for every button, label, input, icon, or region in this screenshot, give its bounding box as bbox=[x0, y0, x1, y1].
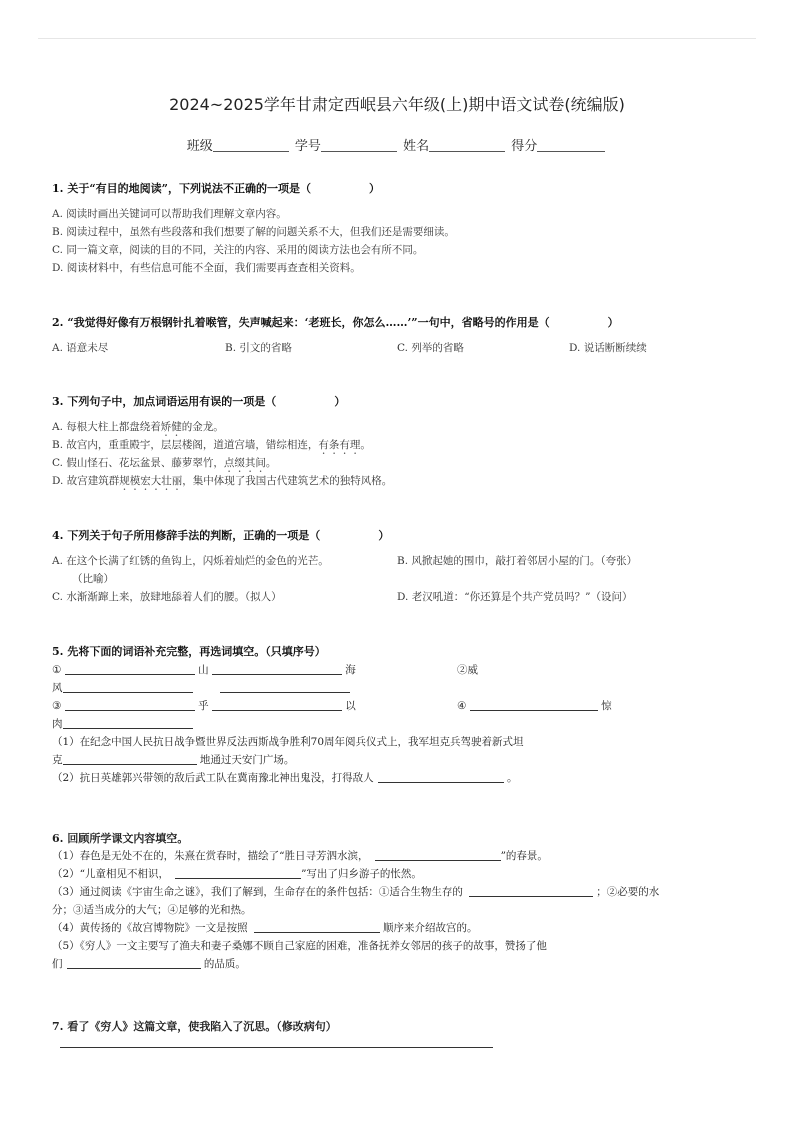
idiom-1-row: ① 山 海 bbox=[52, 664, 356, 676]
score-field[interactable] bbox=[537, 137, 605, 152]
q2-option-c: C. 列举的省略 bbox=[397, 342, 464, 354]
q2-option-b: B. 引文的省略 bbox=[225, 342, 292, 354]
idiom-3-blank-a[interactable] bbox=[65, 698, 195, 711]
q1-option-d: D. 阅读材料中，有些信息可能不全面，我们需要再查查相关资料。 bbox=[52, 262, 361, 274]
q6-line-4: （4）黄传扬的《故宫博物院》一文是按照 顺序来介绍故宫的。 bbox=[52, 922, 478, 934]
q5-sentence-2-blank[interactable] bbox=[378, 770, 504, 783]
q6-blank-4[interactable] bbox=[254, 920, 380, 933]
header-rule bbox=[38, 38, 756, 39]
q2-option-a: A. 语意未尽 bbox=[52, 342, 109, 354]
q3-option-a: A. 每根大柱上都盘绕着矫健的金龙。 bbox=[52, 421, 224, 433]
idiom-2-row: 风 bbox=[52, 680, 350, 695]
q5-sentence-1-blank[interactable] bbox=[63, 752, 197, 765]
question-6: 6. 回顾所学课文内容填空。 bbox=[52, 832, 189, 845]
name-field[interactable] bbox=[429, 137, 505, 152]
q6-blank-1[interactable] bbox=[375, 848, 501, 861]
q4-option-a: A. 在这个长满了红锈的鱼钩上，闪烁着灿烂的金色的光芒。 bbox=[52, 555, 329, 567]
idiom-1-blank-a[interactable] bbox=[65, 662, 195, 675]
q3-option-b: B. 故宫内，重重殿宇，层层楼阁，道道宫墙，错综相连，有条有理。 bbox=[52, 439, 371, 451]
question-2-stem: 2. “我觉得好像有万根钢针扎着喉管，失声喊起来：‘老班长，你怎么……’”一句中，省略号的作用是（ bbox=[52, 316, 550, 329]
idiom-4-row: ④ 惊 bbox=[457, 700, 612, 712]
question-5 bbox=[52, 643, 326, 659]
idiom-1-blank-b[interactable] bbox=[212, 662, 342, 675]
question-1: 1. 关于“有目的地阅读”，下列说法不正确的一项是（ ） bbox=[52, 182, 380, 195]
page-title: 2024~2025学年甘肃定西岷县六年级(上)期中语文试卷(统编版) bbox=[169, 95, 625, 114]
q5-sentence-1b: 克 地通过天安门广场。 bbox=[52, 754, 295, 766]
q6-line-2: （2）“儿童相见不相识， ”写出了归乡游子的怅然。 bbox=[52, 868, 422, 880]
question-4: 4. 下列关于句子所用修辞手法的判断，正确的一项是（ ） bbox=[52, 529, 390, 542]
question-7: 7. 看了《穷人》这篇文章，使我陷入了沉思。（修改病句） bbox=[52, 1020, 337, 1033]
class-field[interactable] bbox=[213, 137, 289, 152]
q1-option-a: A. 阅读时画出关键词可以帮助我们理解文章内容。 bbox=[52, 208, 287, 220]
q1-option-b: B. 阅读过程中，虽然有些段落和我们想要了解的问题关系不大，但我们还是需要细读。 bbox=[52, 226, 455, 238]
q6-line-5a: （5）《穷人》一文主要写了渔夫和妻子桑娜不顾自己家庭的困难，准备抚养女邻居的孩子的故事，赞扬了他 bbox=[52, 940, 547, 952]
idiom-4-blank-b[interactable] bbox=[63, 716, 193, 729]
q6-line-3: （3）通过阅读《宇宙生命之谜》，我们了解到，生命存在的条件包括：①适合生物生存的 ；②必要的水 bbox=[52, 886, 660, 898]
student-info-row bbox=[0, 135, 794, 154]
q4-option-a-tag: （比喻） bbox=[72, 573, 114, 585]
q1-option-c: C. 同一篇文章，阅读的目的不同，关注的内容、采用的阅读方法也会有所不同。 bbox=[52, 244, 424, 256]
idiom-2-label: ②威 bbox=[457, 664, 478, 676]
q3-option-d: D. 故宫建筑群规模宏大壮丽，集中体现了我国古代建筑艺术的独特风格。 bbox=[52, 475, 393, 487]
q6-blank-2[interactable] bbox=[175, 866, 301, 879]
idiom-2-blank-b[interactable] bbox=[220, 680, 350, 693]
idiom-2-blank-a[interactable] bbox=[63, 680, 193, 693]
name-label: 姓名 bbox=[403, 139, 430, 154]
q4-option-d: D. 老汉吼道：“你还算是个共产党员吗？”（设问） bbox=[397, 591, 633, 603]
q3-option-c: C. 假山怪石、花坛盆景、藤萝翠竹，点缀其间。 bbox=[52, 457, 277, 469]
q7-answer-line[interactable] bbox=[60, 1047, 493, 1048]
class-label: 班级 bbox=[186, 139, 213, 154]
q5-sentence-1a: （1）在纪念中国人民抗日战争暨世界反法西斯战争胜利70周年阅兵仪式上，我军坦克兵驾驶着新式坦 bbox=[52, 736, 524, 748]
q5-sentence-2: （2）抗日英雄郭兴带领的敌后武工队在冀南豫北神出鬼没，打得敌人 。 bbox=[52, 772, 518, 784]
idiom-4-blank-a[interactable] bbox=[470, 698, 598, 711]
question-3: 3. 下列句子中，加点词语运用有误的一项是（ ） bbox=[52, 395, 346, 408]
q4-option-c: C. 水渐渐蹿上来，放肆地舔着人们的腰。（拟人） bbox=[52, 591, 282, 603]
q4-option-b: B. 风掀起她的围巾，敲打着邻居小屋的门。（夸张） bbox=[397, 555, 638, 567]
q6-line-3b: 分；③适当成分的大气；④足够的光和热。 bbox=[52, 904, 252, 916]
question-2: 2. “我觉得好像有万根钢针扎着喉管，失声喊起来：‘老班长，你怎么……’”一句中，省略号的作用是（ ） bbox=[52, 316, 619, 329]
number-label: 学号 bbox=[294, 139, 321, 154]
question-3-stem: 3. 下列句子中，加点词语运用有误的一项是（ bbox=[52, 395, 277, 408]
q6-line-1: （1）春色是无处不在的，朱熹在赏春时，描绘了“胜日寻芳泗水滨， ”的春景。 bbox=[52, 850, 548, 862]
score-label: 得分 bbox=[511, 139, 538, 154]
q6-line-5b: 们 的品质。 bbox=[52, 958, 246, 970]
question-4-stem: 4. 下列关于句子所用修辞手法的判断，正确的一项是（ bbox=[52, 529, 321, 542]
q6-blank-3[interactable] bbox=[469, 884, 593, 897]
idiom-3-blank-b[interactable] bbox=[212, 698, 342, 711]
q6-blank-5[interactable] bbox=[67, 956, 201, 969]
idiom-3-row: ③ 乎 以 bbox=[52, 700, 356, 712]
question-5-stem: 5. 先将下面的词语补充完整，再选词填空。（只填序号） bbox=[52, 645, 326, 658]
q2-option-d: D. 说话断断续续 bbox=[569, 342, 647, 354]
idiom-4-row-b: 肉 bbox=[52, 716, 193, 731]
question-1-stem: 1. 关于“有目的地阅读”，下列说法不正确的一项是（ bbox=[52, 182, 311, 195]
number-field[interactable] bbox=[321, 137, 397, 152]
